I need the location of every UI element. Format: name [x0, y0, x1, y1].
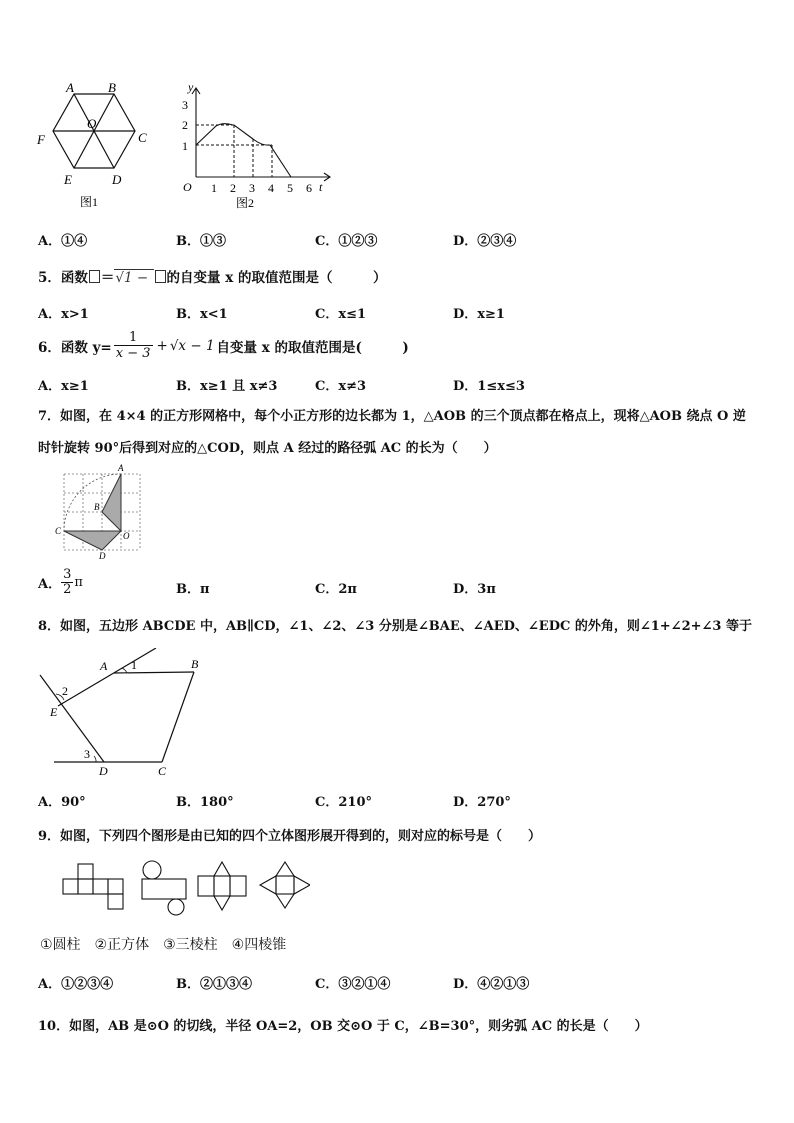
q10-stem: 10．如图，AB 是⊙O 的切线，半径 OA=2，OB 交⊙O 于 C，∠B=30°，则劣弧 AC 的长是（ ）: [38, 1019, 648, 1034]
q9-nets-figure: [60, 858, 310, 916]
q6-root: √x − 1: [169, 337, 215, 354]
q6-option-d[interactable]: D．1≤x≤3: [453, 379, 525, 394]
q6-plus: +: [156, 337, 168, 354]
q8-option-c[interactable]: C．210°: [315, 795, 372, 810]
graph-x-tick-4: 4: [268, 181, 274, 195]
q6-option-b[interactable]: B．x≥1 且 x≠3: [176, 379, 278, 394]
q7-label-b: B: [94, 502, 100, 512]
q7-triangle-aob: [102, 474, 121, 531]
graph-x-label: t: [319, 180, 323, 194]
q5-stem: [38, 266, 386, 286]
q7-option-a-fraction: [61, 568, 73, 597]
q8-label-1: 1: [131, 658, 137, 672]
q5-placeholder-box-2: [155, 270, 166, 283]
q9-option-c[interactable]: C．③②①④: [315, 977, 391, 992]
cube-net: [63, 864, 123, 909]
q8-stem: 8．如图，五边形 ABCDE 中，AB∥CD，∠1、∠2、∠3 分别是∠BAE、∠AED、∠EDC 的外角，则∠1+∠2+∠3 等于: [38, 619, 752, 634]
cylinder-net: [142, 861, 186, 915]
q6-frac-num: 1: [128, 330, 138, 345]
q7-option-d[interactable]: D．3π: [453, 582, 496, 597]
q7-stem-line2: 时针旋转 90°后得到对应的△COD，则点 A 经过的路径弧 AC 的长为（ ）: [38, 441, 497, 456]
q6-frac-den: x − 3: [115, 346, 151, 361]
q8-option-a[interactable]: A．90°: [38, 795, 86, 810]
q7-option-b[interactable]: B．π: [176, 582, 210, 597]
q4-option-b[interactable]: B．①③: [176, 234, 226, 249]
q5-option-a[interactable]: A．x>1: [38, 307, 89, 322]
hex-label-o: O: [87, 116, 97, 131]
q8-label-a: A: [100, 659, 108, 673]
q7-triangle-cod: [64, 531, 121, 550]
function-graph: [178, 80, 336, 210]
graph-y-tick-3: 3: [182, 98, 188, 112]
graph-y-label: y: [188, 80, 194, 94]
hex-label-a: A: [66, 80, 74, 95]
q4-option-d[interactable]: D．②③④: [453, 234, 517, 249]
q7-option-a-num: 3: [63, 567, 72, 582]
pyramid-net: [260, 862, 310, 908]
q9-solids-list: ①圆柱 ②正方体 ③三棱柱 ④四棱锥: [40, 937, 287, 953]
graph-x-tick-2: 2: [230, 181, 236, 195]
q5-option-b[interactable]: B．x<1: [176, 307, 228, 322]
q5-stem-suffix: 的自变量 x 的取值范围是（ ）: [166, 270, 387, 286]
q6-stem-suffix: 自变量 x 的取值范围是( ): [216, 339, 409, 356]
prism-net: [198, 862, 246, 910]
hex-label-e: E: [64, 172, 72, 187]
q6-stem: [38, 330, 409, 361]
q5-stem-prefix: 5．函数: [38, 270, 88, 286]
graph-x-tick-5: 5: [287, 181, 293, 195]
q6-option-c[interactable]: C．x≠3: [315, 379, 367, 394]
q8-option-d[interactable]: D．270°: [453, 795, 511, 810]
q4-option-c[interactable]: C．①②③: [315, 234, 378, 249]
q8-label-b: B: [191, 657, 199, 671]
q9-stem: 9．如图，下列四个图形是由已知的四个立体图形展开得到的，则对应的标号是（ ）: [38, 829, 542, 844]
q6-option-a[interactable]: A．x≥1: [38, 379, 89, 394]
q8-label-d: D: [99, 764, 108, 778]
hex-label-d: D: [112, 172, 122, 187]
q9-option-d[interactable]: D．④②①③: [453, 977, 530, 992]
q4-option-a[interactable]: A．①④: [38, 234, 88, 249]
q7-stem-line1: 7．如图，在 4×4 的正方形网格中，每个小正方形的边长都为 1，△AOB 的三个顶点都在格点上，现将△AOB 绕点 O 逆: [38, 409, 746, 424]
q7-option-a[interactable]: [38, 568, 83, 597]
q6-fraction: [114, 330, 153, 361]
q6-stem-prefix: 6．函数 y=: [38, 339, 112, 356]
q7-option-a-suffix: π: [74, 575, 83, 590]
q7-grid-figure: [52, 462, 152, 562]
q7-label-o: O: [123, 531, 130, 541]
q8-label-c: C: [158, 764, 167, 778]
graph-curve: [196, 124, 291, 177]
q5-placeholder-box: [89, 270, 100, 283]
graph-y-tick-1: 1: [182, 139, 188, 153]
q7-option-c[interactable]: C．2π: [315, 582, 357, 597]
graph-x-tick-6: 6: [306, 181, 312, 195]
q8-option-b[interactable]: B．180°: [176, 795, 234, 810]
graph-origin: O: [183, 180, 192, 194]
graph-x-tick-3: 3: [249, 181, 255, 195]
fig1-caption: 图1: [80, 195, 99, 209]
q8-label-2: 2: [62, 684, 68, 698]
graph-y-tick-2: 2: [182, 118, 188, 132]
q8-pentagon-figure: [36, 648, 226, 780]
q5-option-c[interactable]: C．x≤1: [315, 307, 367, 322]
hex-label-f: F: [37, 132, 45, 147]
q7-label-a: A: [118, 463, 124, 473]
q5-option-d[interactable]: D．x≥1: [453, 307, 505, 322]
q7-option-a-den: 2: [63, 582, 72, 597]
hex-label-b: B: [108, 80, 116, 95]
graph-x-tick-1: 1: [211, 181, 217, 195]
q7-option-a-prefix: A．: [38, 577, 62, 592]
q5-root: √1 −: [115, 270, 153, 286]
fig2-caption: 图2: [236, 196, 255, 210]
q9-option-b[interactable]: B．②①③④: [176, 977, 252, 992]
hexagon-figure: [34, 80, 160, 210]
q9-option-a[interactable]: A．①②③④: [38, 977, 114, 992]
q7-label-c: C: [55, 526, 62, 536]
q5-equals: ＝: [100, 270, 115, 286]
q8-label-e: E: [50, 705, 58, 719]
hex-label-c: C: [138, 130, 147, 145]
q8-label-3: 3: [84, 747, 90, 761]
q7-label-d: D: [99, 551, 106, 561]
